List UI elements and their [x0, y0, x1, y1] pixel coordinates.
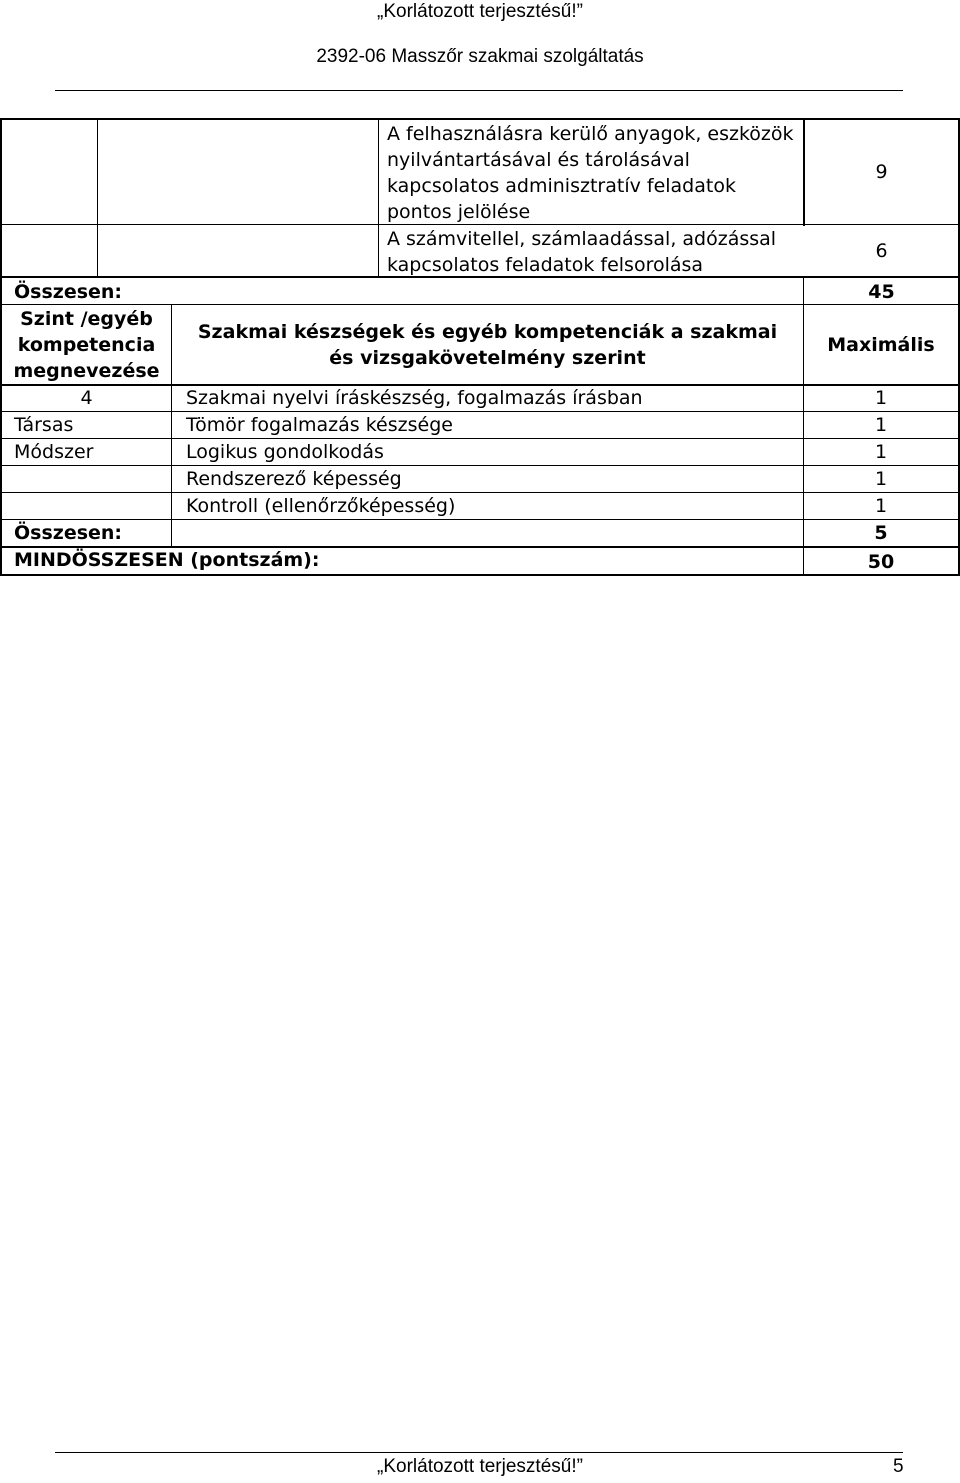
subtotal-label: Összesen:: [14, 281, 123, 303]
skill-level: 4: [80, 387, 93, 409]
page-number: 5: [893, 1456, 904, 1477]
column-header-max: Maximális: [827, 334, 935, 356]
subtotal-value: 45: [868, 281, 895, 303]
column-header-skills: és vizsgakövetelmény szerint: [329, 347, 646, 369]
column-header-skills: Szakmai készségek és egyéb kompetenciák a szakmai: [197, 321, 778, 343]
grid-line: [97, 118, 98, 276]
task-line: A számvitellel, számlaadással, adózással: [387, 228, 777, 250]
grid-line: [378, 118, 379, 276]
skill-level: Társas: [14, 414, 74, 436]
task-line: pontos jelölése: [387, 201, 531, 223]
task-line: A felhasználásra kerülő anyagok, eszközök: [387, 123, 794, 145]
column-header-level: kompetencia: [17, 334, 156, 356]
column-header-level: Szint /egyéb: [20, 308, 153, 330]
skill-name: Logikus gondolkodás: [186, 441, 384, 463]
grid-line: [0, 118, 960, 120]
subtotal-value: 5: [874, 522, 888, 544]
document-subtitle: 2392-06 Masszőr szakmai szolgáltatás: [316, 46, 644, 67]
skill-level: Módszer: [14, 441, 94, 463]
skill-points: 1: [874, 441, 888, 463]
skill-points: 1: [874, 387, 888, 409]
task-line: kapcsolatos adminisztratív feladatok: [387, 175, 736, 197]
task-line: kapcsolatos feladatok felsorolása: [387, 254, 704, 276]
task-line: nyilvántartásával és tárolásával: [387, 149, 690, 171]
header-rule: [55, 90, 903, 91]
grand-total-value: 50: [867, 551, 895, 573]
skill-name: Rendszerező képesség: [186, 468, 402, 490]
grand-total-label: MINDÖSSZESEN (pontszám):: [14, 549, 320, 571]
skill-name: Kontroll (ellenőrzőképesség): [186, 495, 456, 517]
task-points: 9: [875, 161, 888, 183]
skill-points: 1: [874, 468, 888, 490]
restricted-notice-header: „Korlátozott terjesztésű!”: [377, 1, 583, 22]
skill-name: Szakmai nyelvi íráskészség, fogalmazás írásban: [186, 387, 643, 409]
skill-name: Tömör fogalmazás készsége: [186, 414, 453, 436]
subtotal-label: Összesen:: [14, 522, 123, 544]
skill-points: 1: [874, 414, 888, 436]
footer-rule: [55, 1452, 903, 1453]
task-points: 6: [875, 240, 888, 262]
skill-points: 1: [874, 495, 888, 517]
restricted-notice-footer: „Korlátozott terjesztésű!”: [377, 1456, 583, 1477]
column-header-level: megnevezése: [13, 360, 160, 382]
